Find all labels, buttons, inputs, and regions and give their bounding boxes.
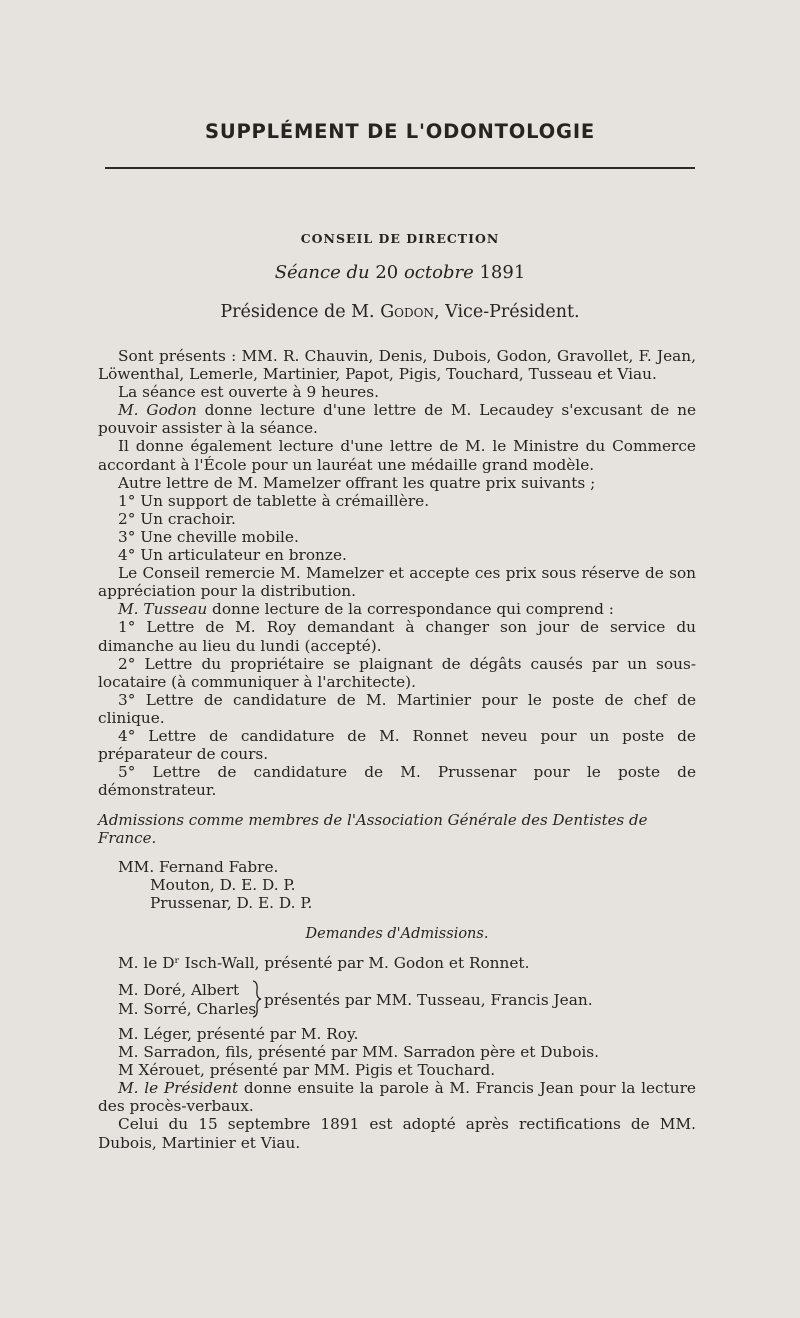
grouped-candidates [98, 981, 696, 1021]
mamelzer-paragraph: Autre lettre de M. Mamelzer offrant les quatre prix suivants ; [118, 473, 596, 492]
prize-item: 1° Un support de tablette à crémaillère. [118, 491, 430, 510]
session-year: 1891 [479, 262, 526, 283]
president-text: donne ensuite la parole à M. Francis Jean pour la lecture des procès-verbaux. [98, 1079, 696, 1116]
attendance-paragraph: Sont présents : MM. R. Chauvin, Denis, Dubois, Godon, Gravollet, F. Jean, Löwenthal, Lemerle, Martinier, Papot, Pigis, Touchard, Tusseau et Viau. [98, 347, 696, 384]
prize-item: 2° Un crachoir. [118, 509, 236, 528]
session-label: Séance du [274, 262, 370, 283]
grouped-presenters: présentés par MM. Tusseau, Francis Jean. [264, 991, 593, 1009]
remercie-paragraph: Le Conseil remercie M. Mamelzer et accepte ces prix sous réserve de son appréciation pour la distribution. [98, 564, 696, 601]
minutes-body [98, 347, 696, 1152]
candidate-line: M. le Dʳ Isch-Wall, présenté par M. Godon et Ronnet. [118, 953, 530, 972]
presidency-prefix: Présidence de M. [220, 302, 375, 322]
member-line: Prussenar, D. E. D. P. [150, 893, 313, 912]
president-paragraph [98, 1079, 696, 1115]
tusseau-paragraph [98, 600, 696, 618]
ministre-paragraph: Il donne également lecture d'une lettre de M. le Ministre du Commerce accordant à l'École pour un lauréat une médaille grand modèle. [98, 437, 696, 474]
member-line: Mouton, D. E. D. P. [150, 875, 296, 894]
running-header: SUPPLÉMENT DE L'ODONTOLOGIE [204, 120, 596, 143]
letter-item: 4° Lettre de candidature de M. Ronnet neveu pour un poste de préparateur de cours. [98, 726, 696, 764]
adoption-paragraph: Celui du 15 septembre 1891 est adopté après rectifications de MM. Dubois, Martinier et Viau. [98, 1115, 696, 1152]
tusseau-text: donne lecture de la correspondance qui comprend : [212, 600, 614, 619]
candidate-name: M. Sorré, Charles [118, 1000, 257, 1018]
session-day: 20 [375, 262, 399, 283]
letter-item: 2° Lettre du propriétaire se plaignant de dégâts causés par un sous-locataire (à communiquer à l'architecte). [98, 654, 696, 691]
candidate-name: M. Doré, Albert [118, 981, 240, 999]
demandes-heading: Demandes d'Admissions. [305, 925, 489, 942]
prize-item: 3° Une cheville mobile. [118, 527, 299, 546]
letter-item: 1° Lettre de M. Roy demandant à changer son jour de service du dimanche au lieu du lundi (accepté). [98, 618, 696, 655]
prize-item: 4° Un articulateur en bronze. [118, 546, 347, 565]
brace-icon [251, 979, 263, 1019]
letter-item: 5° Lettre de candidature de M. Prussenar pour le poste de démonstrateur. [98, 763, 696, 800]
admitted-members [98, 858, 696, 912]
candidate-line: M. Léger, présenté par M. Roy. [118, 1025, 359, 1043]
president-name: Godon [380, 302, 434, 322]
godon-text: donne lecture d'une lettre de M. Lecaudey s'excusant de ne pouvoir assister à la séance. [98, 401, 697, 438]
godon-paragraph [98, 401, 696, 437]
presidency-line [0, 302, 800, 322]
letter-item: 3° Lettre de candidature de M. Martinier pour le poste de chef de clinique. [98, 690, 696, 727]
member-line: MM. Fernand Fabre. [118, 857, 279, 876]
session-month: octobre [403, 262, 474, 283]
president-label: M. le Président [118, 1079, 239, 1098]
godon-name: M. Godon [118, 401, 197, 420]
candidate-line: M Xérouet, présenté par MM. Pigis et Touchard. [118, 1061, 496, 1080]
section-title: CONSEIL DE DIRECTION [300, 231, 500, 246]
candidate-line: M. Sarradon, fils, présenté par MM. Sarradon père et Dubois. [118, 1043, 600, 1062]
session-title [0, 262, 800, 283]
presidency-suffix: , Vice-Président. [433, 302, 580, 322]
admissions-heading: Admissions comme membres de l'Association Générale des Dentistes de France. [98, 811, 648, 848]
tusseau-name: M. Tusseau [118, 600, 208, 619]
header-rule [105, 167, 695, 169]
opening-paragraph: La séance est ouverte à 9 heures. [118, 383, 379, 402]
